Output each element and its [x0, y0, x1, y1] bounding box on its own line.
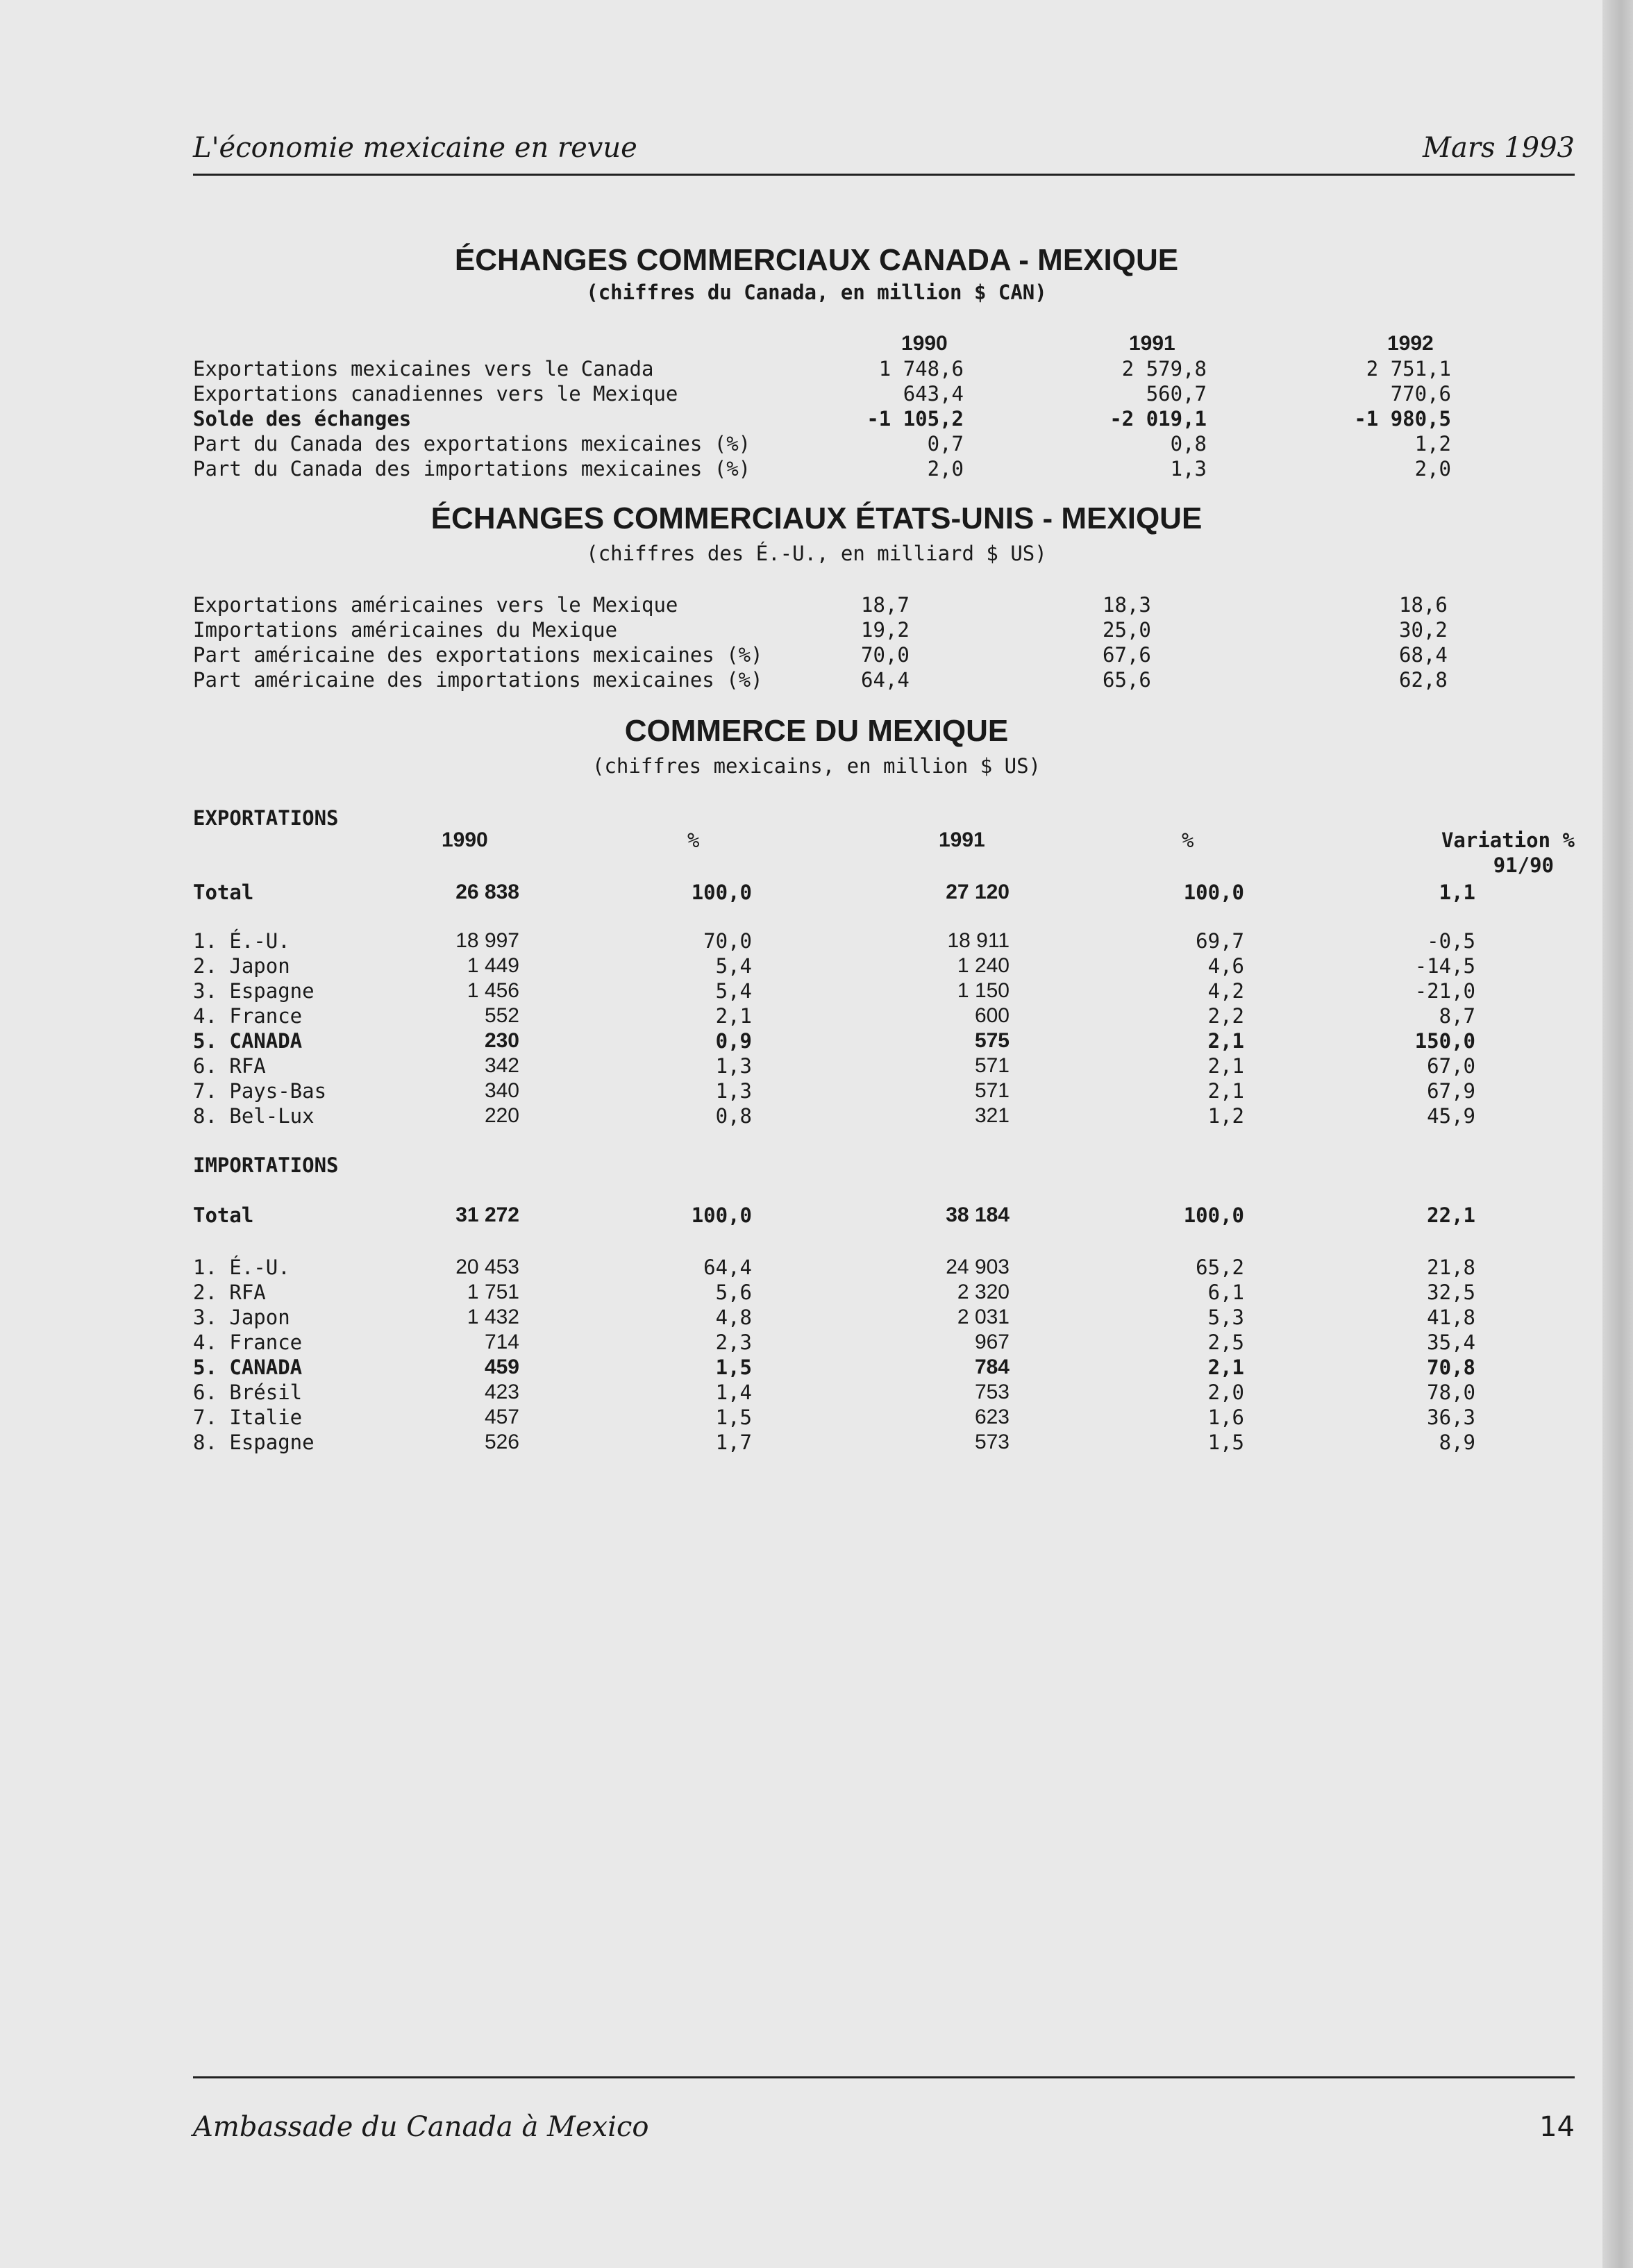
row-label: Part américaine des exportations mexicaines (%): [193, 643, 763, 667]
row-label: Exportations canadiennes vers le Mexique: [193, 382, 678, 406]
section1-year-header: [0, 331, 1633, 356]
row-value: -1 980,5: [1354, 407, 1451, 431]
table-row: [0, 1330, 1633, 1355]
row-value: 70,0: [703, 929, 752, 953]
header-date: Mars 1993: [1423, 132, 1575, 164]
section1-subtitle: (chiffres du Canada, en million $ CAN): [586, 281, 1047, 304]
table-row: [0, 356, 1633, 381]
row-value: 2,2: [1207, 1004, 1244, 1028]
table-row: [0, 1255, 1633, 1280]
imports-heading: IMPORTATIONS: [193, 1153, 339, 1177]
row-value: 21,8: [1427, 1256, 1475, 1279]
row-value: 1 432: [467, 1306, 519, 1328]
row-value: 321: [974, 1104, 1010, 1127]
year-1992: 1992: [1387, 332, 1434, 355]
row-value: 30,2: [1399, 618, 1448, 642]
row-label: 2. Japon: [193, 954, 290, 978]
row-value: 220: [484, 1104, 519, 1127]
row-label: 4. France: [193, 1004, 303, 1028]
row-label: 8. Bel-Lux: [193, 1104, 315, 1128]
exports-heading: EXPORTATIONS: [193, 806, 339, 830]
row-label: Solde des échanges: [193, 407, 412, 431]
table-row: [0, 617, 1633, 642]
row-value: 1,3: [715, 1079, 752, 1103]
row-label: 7. Italie: [193, 1406, 303, 1429]
row-value: 31 272: [455, 1203, 519, 1226]
table-row: [0, 1430, 1633, 1455]
row-value: 8,9: [1439, 1431, 1475, 1454]
row-value: 4,8: [715, 1306, 752, 1329]
row-value: 2 031: [957, 1306, 1010, 1328]
row-value: 64,4: [703, 1256, 752, 1279]
row-value: 784: [974, 1356, 1010, 1378]
row-value: 45,9: [1427, 1104, 1475, 1128]
row-value: 18,6: [1399, 593, 1448, 617]
row-value: 571: [974, 1079, 1010, 1102]
row-value: 78,0: [1427, 1381, 1475, 1404]
row-value: 2,0: [927, 457, 964, 481]
row-label: Total: [193, 1203, 254, 1227]
table-row: [0, 642, 1633, 667]
row-value: 4,2: [1207, 979, 1244, 1003]
row-value: 571: [974, 1054, 1010, 1077]
row-value: 18 911: [947, 929, 1010, 952]
row-value: 1,3: [1170, 457, 1207, 481]
row-label: 3. Espagne: [193, 979, 315, 1003]
row-value: 69,7: [1196, 929, 1244, 953]
table-row: [0, 928, 1633, 953]
row-value: 1 748,6: [878, 357, 964, 381]
row-value: 459: [484, 1356, 519, 1378]
row-value: 2,1: [715, 1004, 752, 1028]
table-row: [0, 1028, 1633, 1053]
table-row: [0, 1280, 1633, 1305]
col-variation-period: 91/90: [1493, 853, 1554, 877]
row-value: -14,5: [1414, 954, 1475, 978]
row-label: 3. Japon: [193, 1306, 290, 1329]
row-value: 1 449: [467, 954, 519, 977]
row-value: 714: [484, 1331, 519, 1353]
row-value: 41,8: [1427, 1306, 1475, 1329]
col-pct-1991: %: [1182, 828, 1194, 852]
header-rule: [193, 174, 1575, 176]
row-value: 19,2: [861, 618, 910, 642]
page-number: 14: [1539, 2111, 1575, 2143]
table-row: [0, 1355, 1633, 1380]
col-variation: Variation %: [1441, 828, 1575, 852]
row-value: 62,8: [1399, 668, 1448, 692]
row-value: 18 997: [455, 929, 519, 952]
row-value: 18,3: [1103, 593, 1151, 617]
row-value: 2 579,8: [1121, 357, 1207, 381]
row-value: 1,6: [1207, 1406, 1244, 1429]
exports-heading-row: [0, 806, 1633, 831]
row-value: 2,3: [715, 1331, 752, 1354]
row-label: Part du Canada des importations mexicaines (%): [193, 457, 751, 481]
row-label: 5. CANADA: [193, 1029, 303, 1053]
col-1990: 1990: [442, 828, 488, 851]
page-header: [193, 132, 1575, 174]
row-label: 8. Espagne: [193, 1431, 315, 1454]
row-value: 67,6: [1103, 643, 1151, 667]
row-value: 457: [484, 1406, 519, 1428]
row-value: 423: [484, 1381, 519, 1403]
row-value: 1,2: [1207, 1104, 1244, 1128]
row-value: 1 150: [957, 979, 1010, 1002]
row-value: 22,1: [1427, 1203, 1475, 1227]
row-value: 2,5: [1207, 1331, 1244, 1354]
section3-column-header-2: [0, 853, 1633, 878]
table-row: [0, 978, 1633, 1003]
section3-column-header: [0, 828, 1633, 853]
footer-embassy: Ambassade du Canada à Mexico: [193, 2111, 649, 2143]
row-label: 4. France: [193, 1331, 303, 1354]
row-value: 6,1: [1207, 1281, 1244, 1304]
row-value: 2 320: [957, 1281, 1010, 1303]
row-value: 575: [974, 1029, 1010, 1052]
row-value: 65,2: [1196, 1256, 1244, 1279]
table-row: [0, 1078, 1633, 1103]
row-value: 623: [974, 1406, 1010, 1428]
row-value: 18,7: [861, 593, 910, 617]
section2-title: ÉCHANGES COMMERCIAUX ÉTATS-UNIS - MEXIQUE: [430, 501, 1203, 535]
row-value: 35,4: [1427, 1331, 1475, 1354]
section3-subtitle: (chiffres mexicains, en million $ US): [592, 754, 1041, 778]
row-value: 342: [484, 1054, 519, 1077]
row-value: 100,0: [1183, 881, 1244, 904]
row-value: 1 240: [957, 954, 1010, 977]
row-value: 38 184: [946, 1203, 1010, 1226]
row-value: 5,4: [715, 954, 752, 978]
row-label: Part américaine des importations mexicaines (%): [193, 668, 763, 692]
row-value: 100,0: [691, 1203, 752, 1227]
table-row: [0, 592, 1633, 617]
row-value: 2,1: [1207, 1054, 1244, 1078]
table-row: [0, 1053, 1633, 1078]
row-label: 1. É.-U.: [193, 1256, 290, 1279]
row-label: 7. Pays-Bas: [193, 1079, 327, 1103]
table-row: [0, 431, 1633, 456]
row-value: 230: [484, 1029, 519, 1052]
row-label: Importations américaines du Mexique: [193, 618, 618, 642]
row-value: 68,4: [1399, 643, 1448, 667]
row-value: 2,0: [1414, 457, 1451, 481]
imports-heading-row: [0, 1153, 1633, 1178]
row-value: 753: [974, 1381, 1010, 1403]
table-row: [0, 1103, 1633, 1128]
row-value: 4,6: [1207, 954, 1244, 978]
row-value: 2 751,1: [1366, 357, 1451, 381]
col-1991: 1991: [939, 828, 985, 851]
row-label: 1. É.-U.: [193, 929, 290, 953]
row-value: 340: [484, 1079, 519, 1102]
table-row: [0, 1405, 1633, 1430]
row-label: 6. RFA: [193, 1054, 266, 1078]
total-row: [0, 1203, 1633, 1228]
row-value: 5,4: [715, 979, 752, 1003]
row-label: Exportations américaines vers le Mexique: [193, 593, 678, 617]
page-footer: [193, 2111, 1575, 2153]
row-label: 5. CANADA: [193, 1356, 303, 1379]
row-value: 67,9: [1427, 1079, 1475, 1103]
row-value: 552: [484, 1004, 519, 1027]
table-row: [0, 953, 1633, 978]
row-value: -2 019,1: [1109, 407, 1207, 431]
row-value: 1,2: [1414, 432, 1451, 456]
row-value: 5,6: [715, 1281, 752, 1304]
row-value: -1 105,2: [866, 407, 964, 431]
total-row: [0, 880, 1633, 905]
row-value: 65,6: [1103, 668, 1151, 692]
row-value: 70,0: [861, 643, 910, 667]
row-label: Total: [193, 881, 254, 904]
row-value: 36,3: [1427, 1406, 1475, 1429]
year-1991: 1991: [1129, 332, 1175, 355]
row-value: 24 903: [946, 1256, 1010, 1278]
row-value: 2,1: [1207, 1079, 1244, 1103]
table-row: [0, 667, 1633, 692]
row-value: -0,5: [1427, 929, 1475, 953]
row-value: 70,8: [1427, 1356, 1475, 1379]
row-value: 643,4: [903, 382, 964, 406]
row-value: 1,1: [1439, 881, 1475, 904]
row-value: 64,4: [861, 668, 910, 692]
row-value: 32,5: [1427, 1281, 1475, 1304]
row-value: 150,0: [1414, 1029, 1475, 1053]
row-value: 1,4: [715, 1381, 752, 1404]
year-1990: 1990: [901, 332, 948, 355]
row-value: 0,8: [715, 1104, 752, 1128]
row-value: 27 120: [946, 881, 1010, 903]
table-row: [0, 456, 1633, 481]
row-value: 1,3: [715, 1054, 752, 1078]
row-value: 1,7: [715, 1431, 752, 1454]
row-label: 2. RFA: [193, 1281, 266, 1304]
col-pct-1990: %: [687, 828, 700, 852]
row-value: 0,9: [715, 1029, 752, 1053]
row-value: 0,8: [1170, 432, 1207, 456]
row-value: 770,6: [1390, 382, 1451, 406]
row-value: 25,0: [1103, 618, 1151, 642]
table-row: [0, 1003, 1633, 1028]
row-value: 8,7: [1439, 1004, 1475, 1028]
row-value: 2,1: [1207, 1029, 1244, 1053]
table-row: [0, 381, 1633, 406]
table-row: [0, 1380, 1633, 1405]
row-label: Part du Canada des exportations mexicaines (%): [193, 432, 751, 456]
row-value: -21,0: [1414, 979, 1475, 1003]
row-value: 600: [974, 1004, 1010, 1027]
row-value: 1 751: [467, 1281, 519, 1303]
row-value: 2,0: [1207, 1381, 1244, 1404]
section3-title: COMMERCE DU MEXIQUE: [624, 714, 1009, 748]
row-label: 6. Brésil: [193, 1381, 303, 1404]
row-value: 0,7: [927, 432, 964, 456]
row-value: 20 453: [455, 1256, 519, 1278]
row-value: 100,0: [1183, 1203, 1244, 1227]
row-value: 1,5: [715, 1356, 752, 1379]
section2-subtitle: (chiffres des É.-U., en milliard $ US): [586, 542, 1047, 565]
row-value: 1,5: [715, 1406, 752, 1429]
row-value: 1,5: [1207, 1431, 1244, 1454]
row-value: 526: [484, 1431, 519, 1453]
row-value: 2,1: [1207, 1356, 1244, 1379]
table-row: [0, 1305, 1633, 1330]
row-value: 560,7: [1146, 382, 1207, 406]
table-row: [0, 406, 1633, 431]
footer-rule: [193, 2076, 1575, 2078]
header-publication-title: L'économie mexicaine en revue: [193, 132, 637, 164]
row-label: Exportations mexicaines vers le Canada: [193, 357, 654, 381]
row-value: 26 838: [455, 881, 519, 903]
row-value: 1 456: [467, 979, 519, 1002]
section1-title: ÉCHANGES COMMERCIAUX CANADA - MEXIQUE: [454, 243, 1179, 277]
row-value: 573: [974, 1431, 1010, 1453]
row-value: 967: [974, 1331, 1010, 1353]
row-value: 5,3: [1207, 1306, 1244, 1329]
row-value: 100,0: [691, 881, 752, 904]
row-value: 67,0: [1427, 1054, 1475, 1078]
